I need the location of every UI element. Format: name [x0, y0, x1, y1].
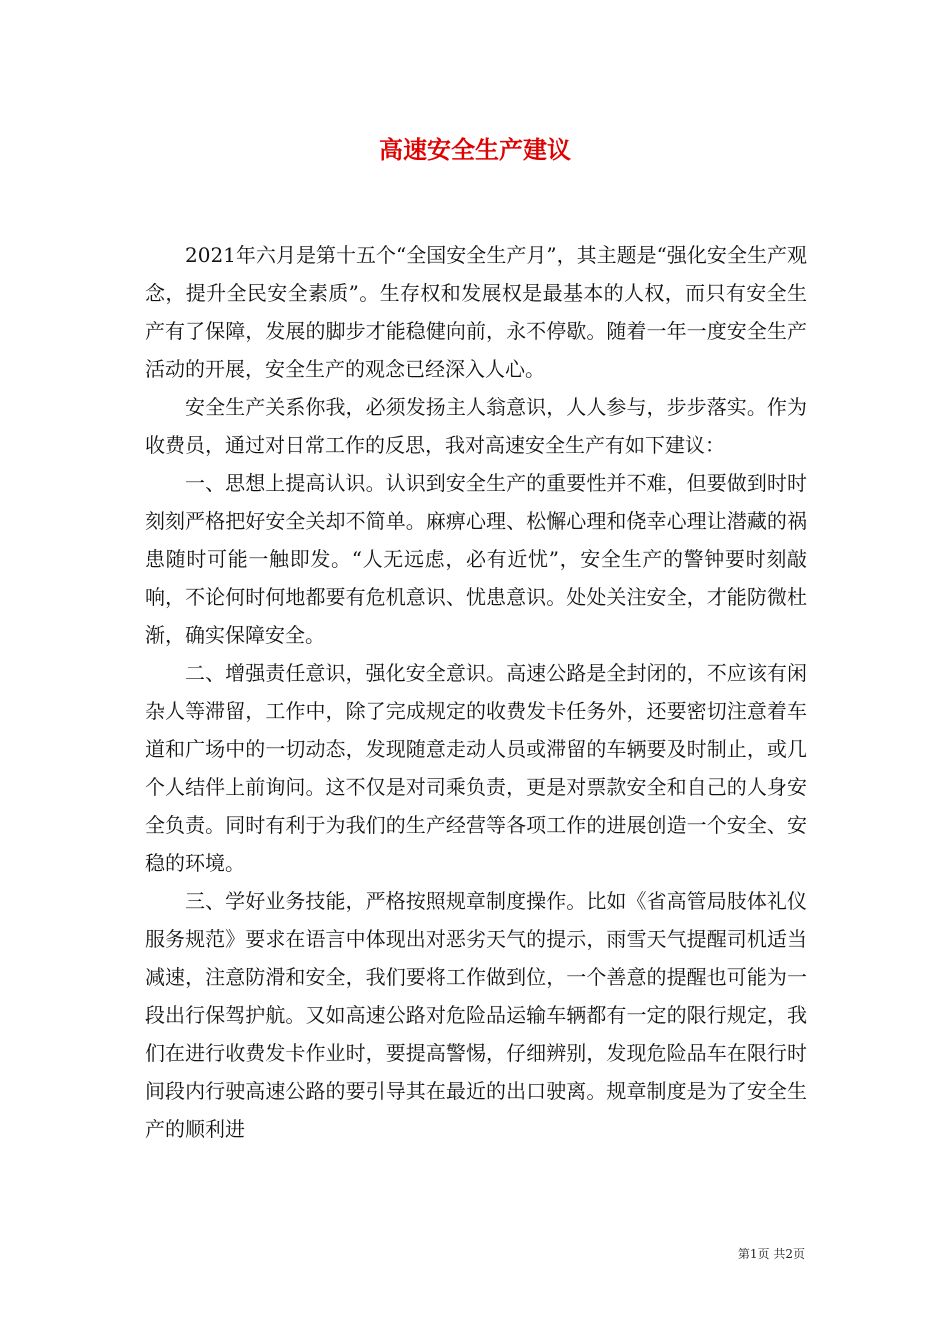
paragraph-intro: 2021年六月是第十五个“全国安全生产月”，其主题是“强化安全生产观念，提升全民安全素质”。生存权和发展权是最基本的人权，而只有安全生产有了保障，发展的脚步才能稳健向前，永不停歇。随着一年一度安全生产活动的开展，安全生产的观念已经深入人心。: [145, 243, 807, 381]
paragraph-overview: 安全生产关系你我，必须发扬主人翁意识，人人参与，步步落实。作为收费员，通过对日常工作的反思，我对高速安全生产有如下建议：: [145, 395, 807, 457]
document-title: 高速安全生产建议: [379, 135, 571, 164]
paragraph-point-two: 二、增强责任意识，强化安全意识。高速公路是全封闭的，不应该有闲杂人等滞留，工作中，除了完成规定的收费发卡任务外，还要密切注意着车道和广场中的一切动态，发现随意走动人员或滞留的车辆要及时制止，或几个人结伴上前询问。这不仅是对司乘负责，更是对票款安全和自己的人身安全负责。同时有利于为我们的生产经营等各项工作的进展创造一个安全、安稳的环境。: [145, 661, 807, 875]
page-number: 第1页 共2页: [737, 1247, 805, 1261]
document-body: [145, 236, 807, 1148]
paragraph-point-three: 三、学好业务技能，严格按照规章制度操作。比如《省高管局肢体礼仪服务规范》要求在语言中体现出对恶劣天气的提示，雨雪天气提醒司机适当减速，注意防滑和安全，我们要将工作做到位，一个善意的提醒也可能为一段出行保驾护航。又如高速公路对危险品运输车辆都有一定的限行规定，我们在进行收费发卡作业时，要提高警惕，仔细辨别，发现危险品车在限行时间段内行驶高速公路的要引导其在最近的出口驶离。规章制度是为了安全生产的顺利进: [145, 889, 807, 1141]
paragraph-point-one: 一、思想上提高认识。认识到安全生产的重要性并不难，但要做到时时刻刻严格把好安全关却不简单。麻痹心理、松懈心理和侥幸心理让潜藏的祸患随时可能一触即发。“人无远虑，必有近忧”，安全生产的警钟要时刻敲响，不论何时何地都要有危机意识、忧患意识。处处关注安全，才能防微杜渐，确实保障安全。: [145, 471, 807, 647]
